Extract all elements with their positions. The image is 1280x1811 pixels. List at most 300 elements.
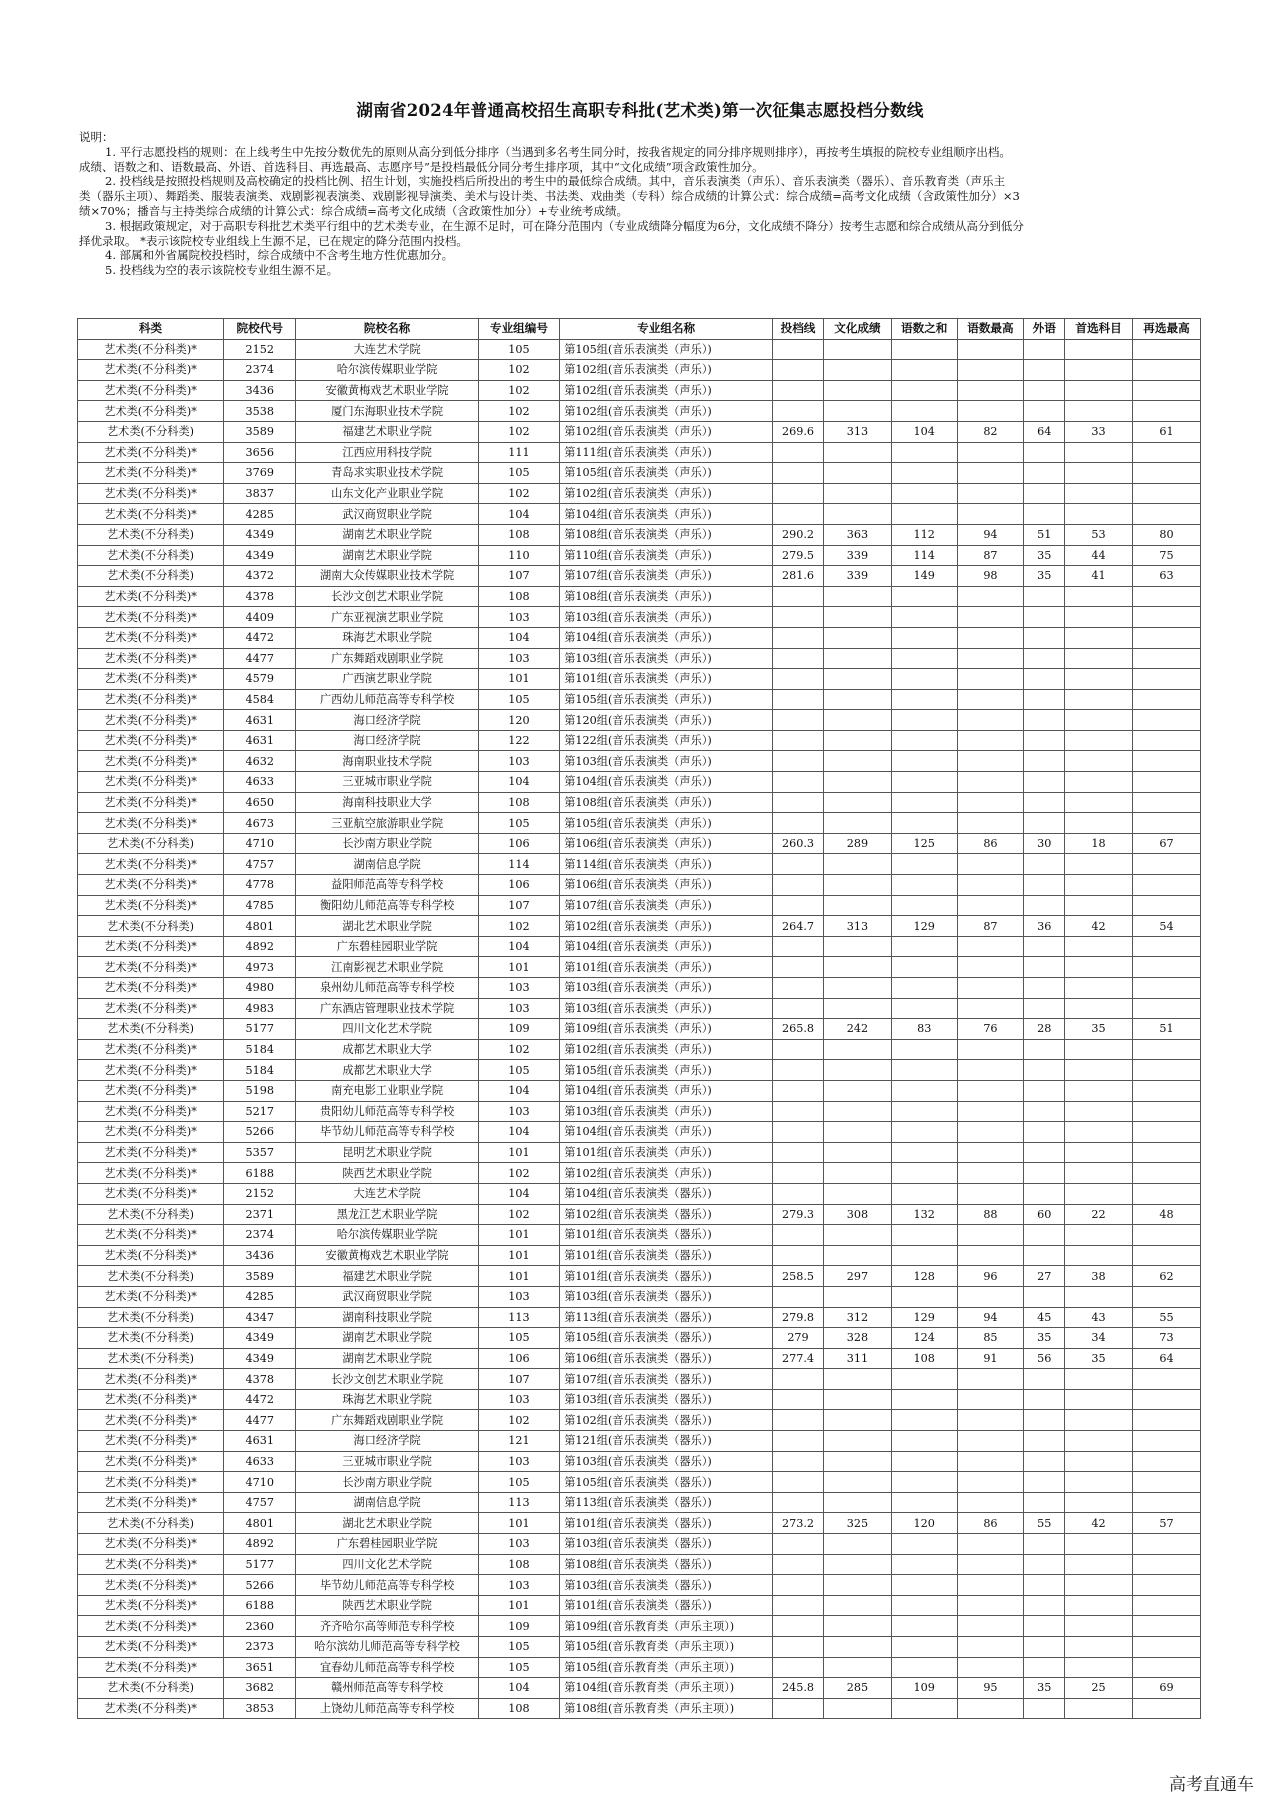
- school-name-cell: 陕西艺术职业学院: [296, 1163, 478, 1184]
- table-row: [78, 1410, 1201, 1431]
- culture-score-cell: 311: [823, 1348, 891, 1369]
- cutoff-score-cell: 269.6: [773, 421, 824, 442]
- chinese-math-sum-cell: [891, 607, 957, 628]
- group-code-cell: 102: [478, 916, 560, 937]
- school-name-cell: 宜春幼儿师范高等专科学校: [296, 1657, 478, 1678]
- chinese-math-max-cell: 95: [957, 1678, 1024, 1699]
- group-name-cell: 第101组(音乐表演类（声乐）): [560, 1142, 773, 1163]
- group-code-cell: 105: [478, 1328, 560, 1349]
- group-name-cell: 第104组(音乐表演类（声乐）): [560, 1080, 773, 1101]
- cutoff-score-cell: [773, 627, 824, 648]
- foreign-lang-cell: [1024, 772, 1065, 793]
- chinese-math-sum-cell: [891, 1060, 957, 1081]
- school-name-cell: 哈尔滨幼儿师范高等专科学校: [296, 1637, 478, 1658]
- category-cell: 艺术类(不分科类)*: [78, 730, 224, 751]
- category-cell: 艺术类(不分科类)*: [78, 1163, 224, 1184]
- chinese-math-sum-cell: [891, 1492, 957, 1513]
- group-code-cell: 105: [478, 813, 560, 834]
- culture-score-cell: [823, 1183, 891, 1204]
- group-code-cell: 109: [478, 1616, 560, 1637]
- table-row: [78, 545, 1201, 566]
- school-name-cell: 黑龙江艺术职业学院: [296, 1204, 478, 1225]
- school-code-cell: 4347: [224, 1307, 296, 1328]
- cutoff-score-cell: [773, 1163, 824, 1184]
- group-name-cell: 第104组(音乐表演类（声乐）): [560, 772, 773, 793]
- group-code-cell: 105: [478, 689, 560, 710]
- column-header: 再选最高: [1133, 319, 1201, 340]
- cutoff-score-cell: [773, 978, 824, 999]
- category-cell: 艺术类(不分科类): [78, 833, 224, 854]
- chinese-math-max-cell: 86: [957, 1513, 1024, 1534]
- first-subject-cell: [1065, 854, 1133, 875]
- group-code-cell: 104: [478, 627, 560, 648]
- table-row: [78, 1122, 1201, 1143]
- group-name-cell: 第105组(音乐表演类（声乐）): [560, 463, 773, 484]
- group-code-cell: 101: [478, 1245, 560, 1266]
- category-cell: 艺术类(不分科类)*: [78, 1637, 224, 1658]
- foreign-lang-cell: 55: [1024, 1513, 1065, 1534]
- cutoff-score-cell: [773, 751, 824, 772]
- category-cell: 艺术类(不分科类)*: [78, 1492, 224, 1513]
- table-row: [78, 1080, 1201, 1101]
- first-subject-cell: [1065, 1637, 1133, 1658]
- second-subject-max-cell: [1133, 1142, 1201, 1163]
- chinese-math-max-cell: [957, 1616, 1024, 1637]
- chinese-math-max-cell: 87: [957, 545, 1024, 566]
- column-header: 专业组名称: [560, 319, 773, 340]
- first-subject-cell: [1065, 1060, 1133, 1081]
- cutoff-score-cell: [773, 442, 824, 463]
- culture-score-cell: [823, 1431, 891, 1452]
- second-subject-max-cell: [1133, 360, 1201, 381]
- table-row: [78, 1534, 1201, 1555]
- chinese-math-sum-cell: [891, 1657, 957, 1678]
- chinese-math-max-cell: 94: [957, 1307, 1024, 1328]
- school-code-cell: 2374: [224, 360, 296, 381]
- school-name-cell: 上饶幼儿师范高等专科学校: [296, 1698, 478, 1719]
- group-name-cell: 第101组(音乐表演类（器乐）): [560, 1266, 773, 1287]
- first-subject-cell: [1065, 772, 1133, 793]
- school-name-cell: 湖南信息学院: [296, 1492, 478, 1513]
- category-cell: 艺术类(不分科类): [78, 1513, 224, 1534]
- first-subject-cell: 25: [1065, 1678, 1133, 1699]
- culture-score-cell: [823, 504, 891, 525]
- category-cell: 艺术类(不分科类)*: [78, 1698, 224, 1719]
- group-code-cell: 103: [478, 1389, 560, 1410]
- school-code-cell: 5177: [224, 1019, 296, 1040]
- chinese-math-sum-cell: 108: [891, 1348, 957, 1369]
- table-row: [78, 627, 1201, 648]
- foreign-lang-cell: [1024, 1245, 1065, 1266]
- group-code-cell: 105: [478, 1472, 560, 1493]
- foreign-lang-cell: 35: [1024, 1328, 1065, 1349]
- culture-score-cell: [823, 360, 891, 381]
- cutoff-score-cell: [773, 1039, 824, 1060]
- chinese-math-sum-cell: [891, 1431, 957, 1452]
- culture-score-cell: [823, 710, 891, 731]
- table-row: [78, 586, 1201, 607]
- chinese-math-sum-cell: [891, 1080, 957, 1101]
- group-code-cell: 104: [478, 504, 560, 525]
- cutoff-score-cell: [773, 1657, 824, 1678]
- school-name-cell: 泉州幼儿师范高等专科学校: [296, 978, 478, 999]
- foreign-lang-cell: 45: [1024, 1307, 1065, 1328]
- chinese-math-max-cell: 76: [957, 1019, 1024, 1040]
- school-code-cell: 2360: [224, 1616, 296, 1637]
- chinese-math-max-cell: [957, 360, 1024, 381]
- category-cell: 艺术类(不分科类)*: [78, 1183, 224, 1204]
- group-code-cell: 103: [478, 607, 560, 628]
- foreign-lang-cell: [1024, 1142, 1065, 1163]
- foreign-lang-cell: [1024, 1410, 1065, 1431]
- first-subject-cell: [1065, 380, 1133, 401]
- school-code-cell: 4710: [224, 1472, 296, 1493]
- first-subject-cell: [1065, 998, 1133, 1019]
- culture-score-cell: 308: [823, 1204, 891, 1225]
- chinese-math-sum-cell: 112: [891, 524, 957, 545]
- first-subject-cell: [1065, 1616, 1133, 1637]
- school-code-cell: 5357: [224, 1142, 296, 1163]
- foreign-lang-cell: [1024, 1039, 1065, 1060]
- table-row: [78, 1204, 1201, 1225]
- foreign-lang-cell: [1024, 998, 1065, 1019]
- table-row: [78, 421, 1201, 442]
- chinese-math-sum-cell: [891, 730, 957, 751]
- second-subject-max-cell: [1133, 1451, 1201, 1472]
- culture-score-cell: 363: [823, 524, 891, 545]
- category-cell: 艺术类(不分科类)*: [78, 504, 224, 525]
- category-cell: 艺术类(不分科类): [78, 421, 224, 442]
- school-code-cell: 6188: [224, 1595, 296, 1616]
- school-name-cell: 武汉商贸职业学院: [296, 504, 478, 525]
- cutoff-score-cell: [773, 1389, 824, 1410]
- first-subject-cell: [1065, 730, 1133, 751]
- chinese-math-sum-cell: [891, 1389, 957, 1410]
- table-row: [78, 1225, 1201, 1246]
- school-name-cell: 毕节幼儿师范高等专科学校: [296, 1575, 478, 1596]
- chinese-math-sum-cell: [891, 1554, 957, 1575]
- table-row: [78, 648, 1201, 669]
- cutoff-score-cell: [773, 586, 824, 607]
- culture-score-cell: 289: [823, 833, 891, 854]
- foreign-lang-cell: [1024, 1492, 1065, 1513]
- school-code-cell: 4801: [224, 916, 296, 937]
- category-cell: 艺术类(不分科类)*: [78, 936, 224, 957]
- category-cell: 艺术类(不分科类)*: [78, 339, 224, 360]
- column-header: 科类: [78, 319, 224, 340]
- group-code-cell: 103: [478, 751, 560, 772]
- first-subject-cell: 53: [1065, 524, 1133, 545]
- second-subject-max-cell: [1133, 1431, 1201, 1452]
- chinese-math-sum-cell: [891, 1142, 957, 1163]
- table-row: [78, 978, 1201, 999]
- group-name-cell: 第106组(音乐表演类（器乐）): [560, 1348, 773, 1369]
- category-cell: 艺术类(不分科类)*: [78, 1039, 224, 1060]
- school-name-cell: 三亚城市职业学院: [296, 1451, 478, 1472]
- group-code-cell: 103: [478, 1534, 560, 1555]
- note-line: 2. 投档线是按照投档规则及高校确定的投档比例、招生计划，实施投档后所投出的考生中的最低综合成绩。其中，音乐表演类（声乐）、音乐表演类（器乐）、音乐教育类（声乐主: [105, 174, 1006, 189]
- school-name-cell: 湖北艺术职业学院: [296, 1513, 478, 1534]
- cutoff-score-cell: [773, 854, 824, 875]
- chinese-math-sum-cell: [891, 689, 957, 710]
- school-name-cell: 陕西艺术职业学院: [296, 1595, 478, 1616]
- chinese-math-max-cell: [957, 1492, 1024, 1513]
- school-code-cell: 5198: [224, 1080, 296, 1101]
- chinese-math-sum-cell: [891, 1637, 957, 1658]
- chinese-math-sum-cell: [891, 875, 957, 896]
- cutoff-score-cell: 264.7: [773, 916, 824, 937]
- school-name-cell: 昆明艺术职业学院: [296, 1142, 478, 1163]
- category-cell: 艺术类(不分科类): [78, 1307, 224, 1328]
- cutoff-score-cell: [773, 998, 824, 1019]
- foreign-lang-cell: [1024, 1183, 1065, 1204]
- group-code-cell: 103: [478, 648, 560, 669]
- foreign-lang-cell: [1024, 689, 1065, 710]
- cutoff-score-cell: 279: [773, 1328, 824, 1349]
- culture-score-cell: [823, 1410, 891, 1431]
- chinese-math-sum-cell: [891, 1101, 957, 1122]
- group-code-cell: 105: [478, 1657, 560, 1678]
- category-cell: 艺术类(不分科类)*: [78, 1286, 224, 1307]
- culture-score-cell: 313: [823, 421, 891, 442]
- group-name-cell: 第102组(音乐表演类（声乐）): [560, 360, 773, 381]
- school-code-cell: 5184: [224, 1039, 296, 1060]
- culture-score-cell: [823, 1554, 891, 1575]
- first-subject-cell: 33: [1065, 421, 1133, 442]
- second-subject-max-cell: [1133, 854, 1201, 875]
- chinese-math-max-cell: [957, 689, 1024, 710]
- chinese-math-sum-cell: [891, 1039, 957, 1060]
- group-code-cell: 120: [478, 710, 560, 731]
- school-name-cell: 安徽黄梅戏艺术职业学院: [296, 1245, 478, 1266]
- school-name-cell: 湖南艺术职业学院: [296, 545, 478, 566]
- group-name-cell: 第107组(音乐表演类（器乐）): [560, 1369, 773, 1390]
- chinese-math-sum-cell: [891, 978, 957, 999]
- culture-score-cell: [823, 401, 891, 422]
- culture-score-cell: [823, 1225, 891, 1246]
- chinese-math-max-cell: [957, 1595, 1024, 1616]
- second-subject-max-cell: 64: [1133, 1348, 1201, 1369]
- school-name-cell: 广东酒店管理职业技术学院: [296, 998, 478, 1019]
- school-name-cell: 江西应用科技学院: [296, 442, 478, 463]
- group-name-cell: 第101组(音乐表演类（器乐）): [560, 1513, 773, 1534]
- school-code-cell: 4785: [224, 895, 296, 916]
- chinese-math-sum-cell: [891, 442, 957, 463]
- cutoff-score-cell: [773, 380, 824, 401]
- cutoff-score-cell: [773, 401, 824, 422]
- chinese-math-sum-cell: [891, 1225, 957, 1246]
- culture-score-cell: [823, 895, 891, 916]
- table-row: [78, 442, 1201, 463]
- group-name-cell: 第102组(音乐表演类（声乐）): [560, 380, 773, 401]
- chinese-math-max-cell: 96: [957, 1266, 1024, 1287]
- school-code-cell: 4673: [224, 813, 296, 834]
- first-subject-cell: 34: [1065, 1328, 1133, 1349]
- first-subject-cell: [1065, 792, 1133, 813]
- table-row: [78, 524, 1201, 545]
- group-code-cell: 122: [478, 730, 560, 751]
- second-subject-max-cell: [1133, 689, 1201, 710]
- category-cell: 艺术类(不分科类)*: [78, 710, 224, 731]
- foreign-lang-cell: 35: [1024, 1678, 1065, 1699]
- school-name-cell: 湖南艺术职业学院: [296, 1348, 478, 1369]
- culture-score-cell: [823, 813, 891, 834]
- group-name-cell: 第103组(音乐表演类（器乐）): [560, 1575, 773, 1596]
- chinese-math-max-cell: [957, 1472, 1024, 1493]
- foreign-lang-cell: [1024, 1431, 1065, 1452]
- culture-score-cell: [823, 380, 891, 401]
- group-name-cell: 第110组(音乐表演类（声乐）): [560, 545, 773, 566]
- category-cell: 艺术类(不分科类)*: [78, 1431, 224, 1452]
- foreign-lang-cell: [1024, 339, 1065, 360]
- culture-score-cell: [823, 936, 891, 957]
- table-row: [78, 1163, 1201, 1184]
- chinese-math-max-cell: 98: [957, 566, 1024, 587]
- category-cell: 艺术类(不分科类)*: [78, 1060, 224, 1081]
- foreign-lang-cell: [1024, 1389, 1065, 1410]
- chinese-math-sum-cell: [891, 360, 957, 381]
- first-subject-cell: [1065, 1389, 1133, 1410]
- group-name-cell: 第101组(音乐表演类（器乐）): [560, 1225, 773, 1246]
- first-subject-cell: [1065, 401, 1133, 422]
- culture-score-cell: 242: [823, 1019, 891, 1040]
- first-subject-cell: [1065, 1595, 1133, 1616]
- category-cell: 艺术类(不分科类)*: [78, 483, 224, 504]
- chinese-math-sum-cell: [891, 1245, 957, 1266]
- school-code-cell: 3769: [224, 463, 296, 484]
- school-name-cell: 福建艺术职业学院: [296, 1266, 478, 1287]
- group-name-cell: 第108组(音乐表演类（器乐）): [560, 1554, 773, 1575]
- foreign-lang-cell: 35: [1024, 566, 1065, 587]
- group-name-cell: 第113组(音乐表演类（器乐）): [560, 1492, 773, 1513]
- culture-score-cell: 339: [823, 566, 891, 587]
- first-subject-cell: [1065, 978, 1133, 999]
- notes-section: [79, 130, 1200, 278]
- first-subject-cell: [1065, 360, 1133, 381]
- chinese-math-max-cell: [957, 1183, 1024, 1204]
- school-name-cell: 三亚城市职业学院: [296, 772, 478, 793]
- foreign-lang-cell: 64: [1024, 421, 1065, 442]
- school-name-cell: 成都艺术职业大学: [296, 1039, 478, 1060]
- table-row: [78, 1060, 1201, 1081]
- cutoff-score-cell: [773, 1616, 824, 1637]
- table-row: [78, 730, 1201, 751]
- foreign-lang-cell: [1024, 875, 1065, 896]
- first-subject-cell: 38: [1065, 1266, 1133, 1287]
- chinese-math-max-cell: [957, 442, 1024, 463]
- school-code-cell: 3853: [224, 1698, 296, 1719]
- group-code-cell: 102: [478, 360, 560, 381]
- table-row: [78, 895, 1201, 916]
- category-cell: 艺术类(不分科类): [78, 566, 224, 587]
- culture-score-cell: 297: [823, 1266, 891, 1287]
- chinese-math-sum-cell: [891, 957, 957, 978]
- school-name-cell: 湖南大众传媒职业技术学院: [296, 566, 478, 587]
- chinese-math-max-cell: [957, 1039, 1024, 1060]
- note-line: 绩×70%；播音与主持类综合成绩的计算公式：综合成绩=高考文化成绩（含政策性加分）+专业统考成绩。: [79, 203, 628, 218]
- group-code-cell: 113: [478, 1492, 560, 1513]
- cutoff-score-cell: 281.6: [773, 566, 824, 587]
- foreign-lang-cell: [1024, 1080, 1065, 1101]
- second-subject-max-cell: 54: [1133, 916, 1201, 937]
- group-code-cell: 102: [478, 483, 560, 504]
- school-code-cell: 4349: [224, 524, 296, 545]
- school-code-cell: 4632: [224, 751, 296, 772]
- culture-score-cell: [823, 1286, 891, 1307]
- note-line: 择优录取。 *表示该院校专业组线上生源不足，已在规定的降分范围内投档。: [79, 233, 468, 248]
- school-code-cell: 3837: [224, 483, 296, 504]
- group-name-cell: 第108组(音乐教育类（声乐主项）): [560, 1698, 773, 1719]
- table-row: [78, 1616, 1201, 1637]
- cutoff-score-cell: [773, 607, 824, 628]
- foreign-lang-cell: [1024, 1472, 1065, 1493]
- category-cell: 艺术类(不分科类)*: [78, 854, 224, 875]
- group-name-cell: 第120组(音乐表演类（声乐）): [560, 710, 773, 731]
- school-code-cell: 5184: [224, 1060, 296, 1081]
- second-subject-max-cell: 80: [1133, 524, 1201, 545]
- school-code-cell: 4710: [224, 833, 296, 854]
- foreign-lang-cell: [1024, 1554, 1065, 1575]
- cutoff-score-cell: [773, 669, 824, 690]
- cutoff-score-cell: [773, 1451, 824, 1472]
- chinese-math-max-cell: [957, 339, 1024, 360]
- cutoff-score-cell: [773, 1286, 824, 1307]
- school-code-cell: 4892: [224, 936, 296, 957]
- culture-score-cell: [823, 875, 891, 896]
- table-body: [78, 339, 1201, 1719]
- school-name-cell: 成都艺术职业大学: [296, 1060, 478, 1081]
- column-header: 院校代号: [224, 319, 296, 340]
- chinese-math-sum-cell: [891, 586, 957, 607]
- group-code-cell: 109: [478, 1019, 560, 1040]
- culture-score-cell: [823, 586, 891, 607]
- chinese-math-max-cell: [957, 1637, 1024, 1658]
- foreign-lang-cell: [1024, 360, 1065, 381]
- group-name-cell: 第103组(音乐表演类（声乐）): [560, 978, 773, 999]
- chinese-math-sum-cell: [891, 401, 957, 422]
- second-subject-max-cell: [1133, 978, 1201, 999]
- second-subject-max-cell: [1133, 339, 1201, 360]
- school-code-cell: 4349: [224, 545, 296, 566]
- school-code-cell: 4973: [224, 957, 296, 978]
- first-subject-cell: [1065, 1080, 1133, 1101]
- cutoff-score-cell: [773, 1060, 824, 1081]
- category-cell: 艺术类(不分科类)*: [78, 669, 224, 690]
- category-cell: 艺术类(不分科类)*: [78, 1225, 224, 1246]
- foreign-lang-cell: 30: [1024, 833, 1065, 854]
- table-row: [78, 339, 1201, 360]
- first-subject-cell: [1065, 1554, 1133, 1575]
- culture-score-cell: [823, 1472, 891, 1493]
- school-code-cell: 3682: [224, 1678, 296, 1699]
- second-subject-max-cell: [1133, 1163, 1201, 1184]
- school-code-cell: 3651: [224, 1657, 296, 1678]
- chinese-math-sum-cell: 83: [891, 1019, 957, 1040]
- chinese-math-sum-cell: [891, 1534, 957, 1555]
- watermark-text: 高考直通车: [1169, 1775, 1254, 1795]
- group-name-cell: 第102组(音乐表演类（声乐）): [560, 1163, 773, 1184]
- school-code-cell: 4631: [224, 730, 296, 751]
- group-name-cell: 第104组(音乐表演类（声乐）): [560, 627, 773, 648]
- chinese-math-max-cell: [957, 1698, 1024, 1719]
- second-subject-max-cell: [1133, 998, 1201, 1019]
- second-subject-max-cell: [1133, 895, 1201, 916]
- school-code-cell: 5266: [224, 1575, 296, 1596]
- category-cell: 艺术类(不分科类)*: [78, 772, 224, 793]
- second-subject-max-cell: [1133, 1225, 1201, 1246]
- second-subject-max-cell: 48: [1133, 1204, 1201, 1225]
- school-code-cell: 2373: [224, 1637, 296, 1658]
